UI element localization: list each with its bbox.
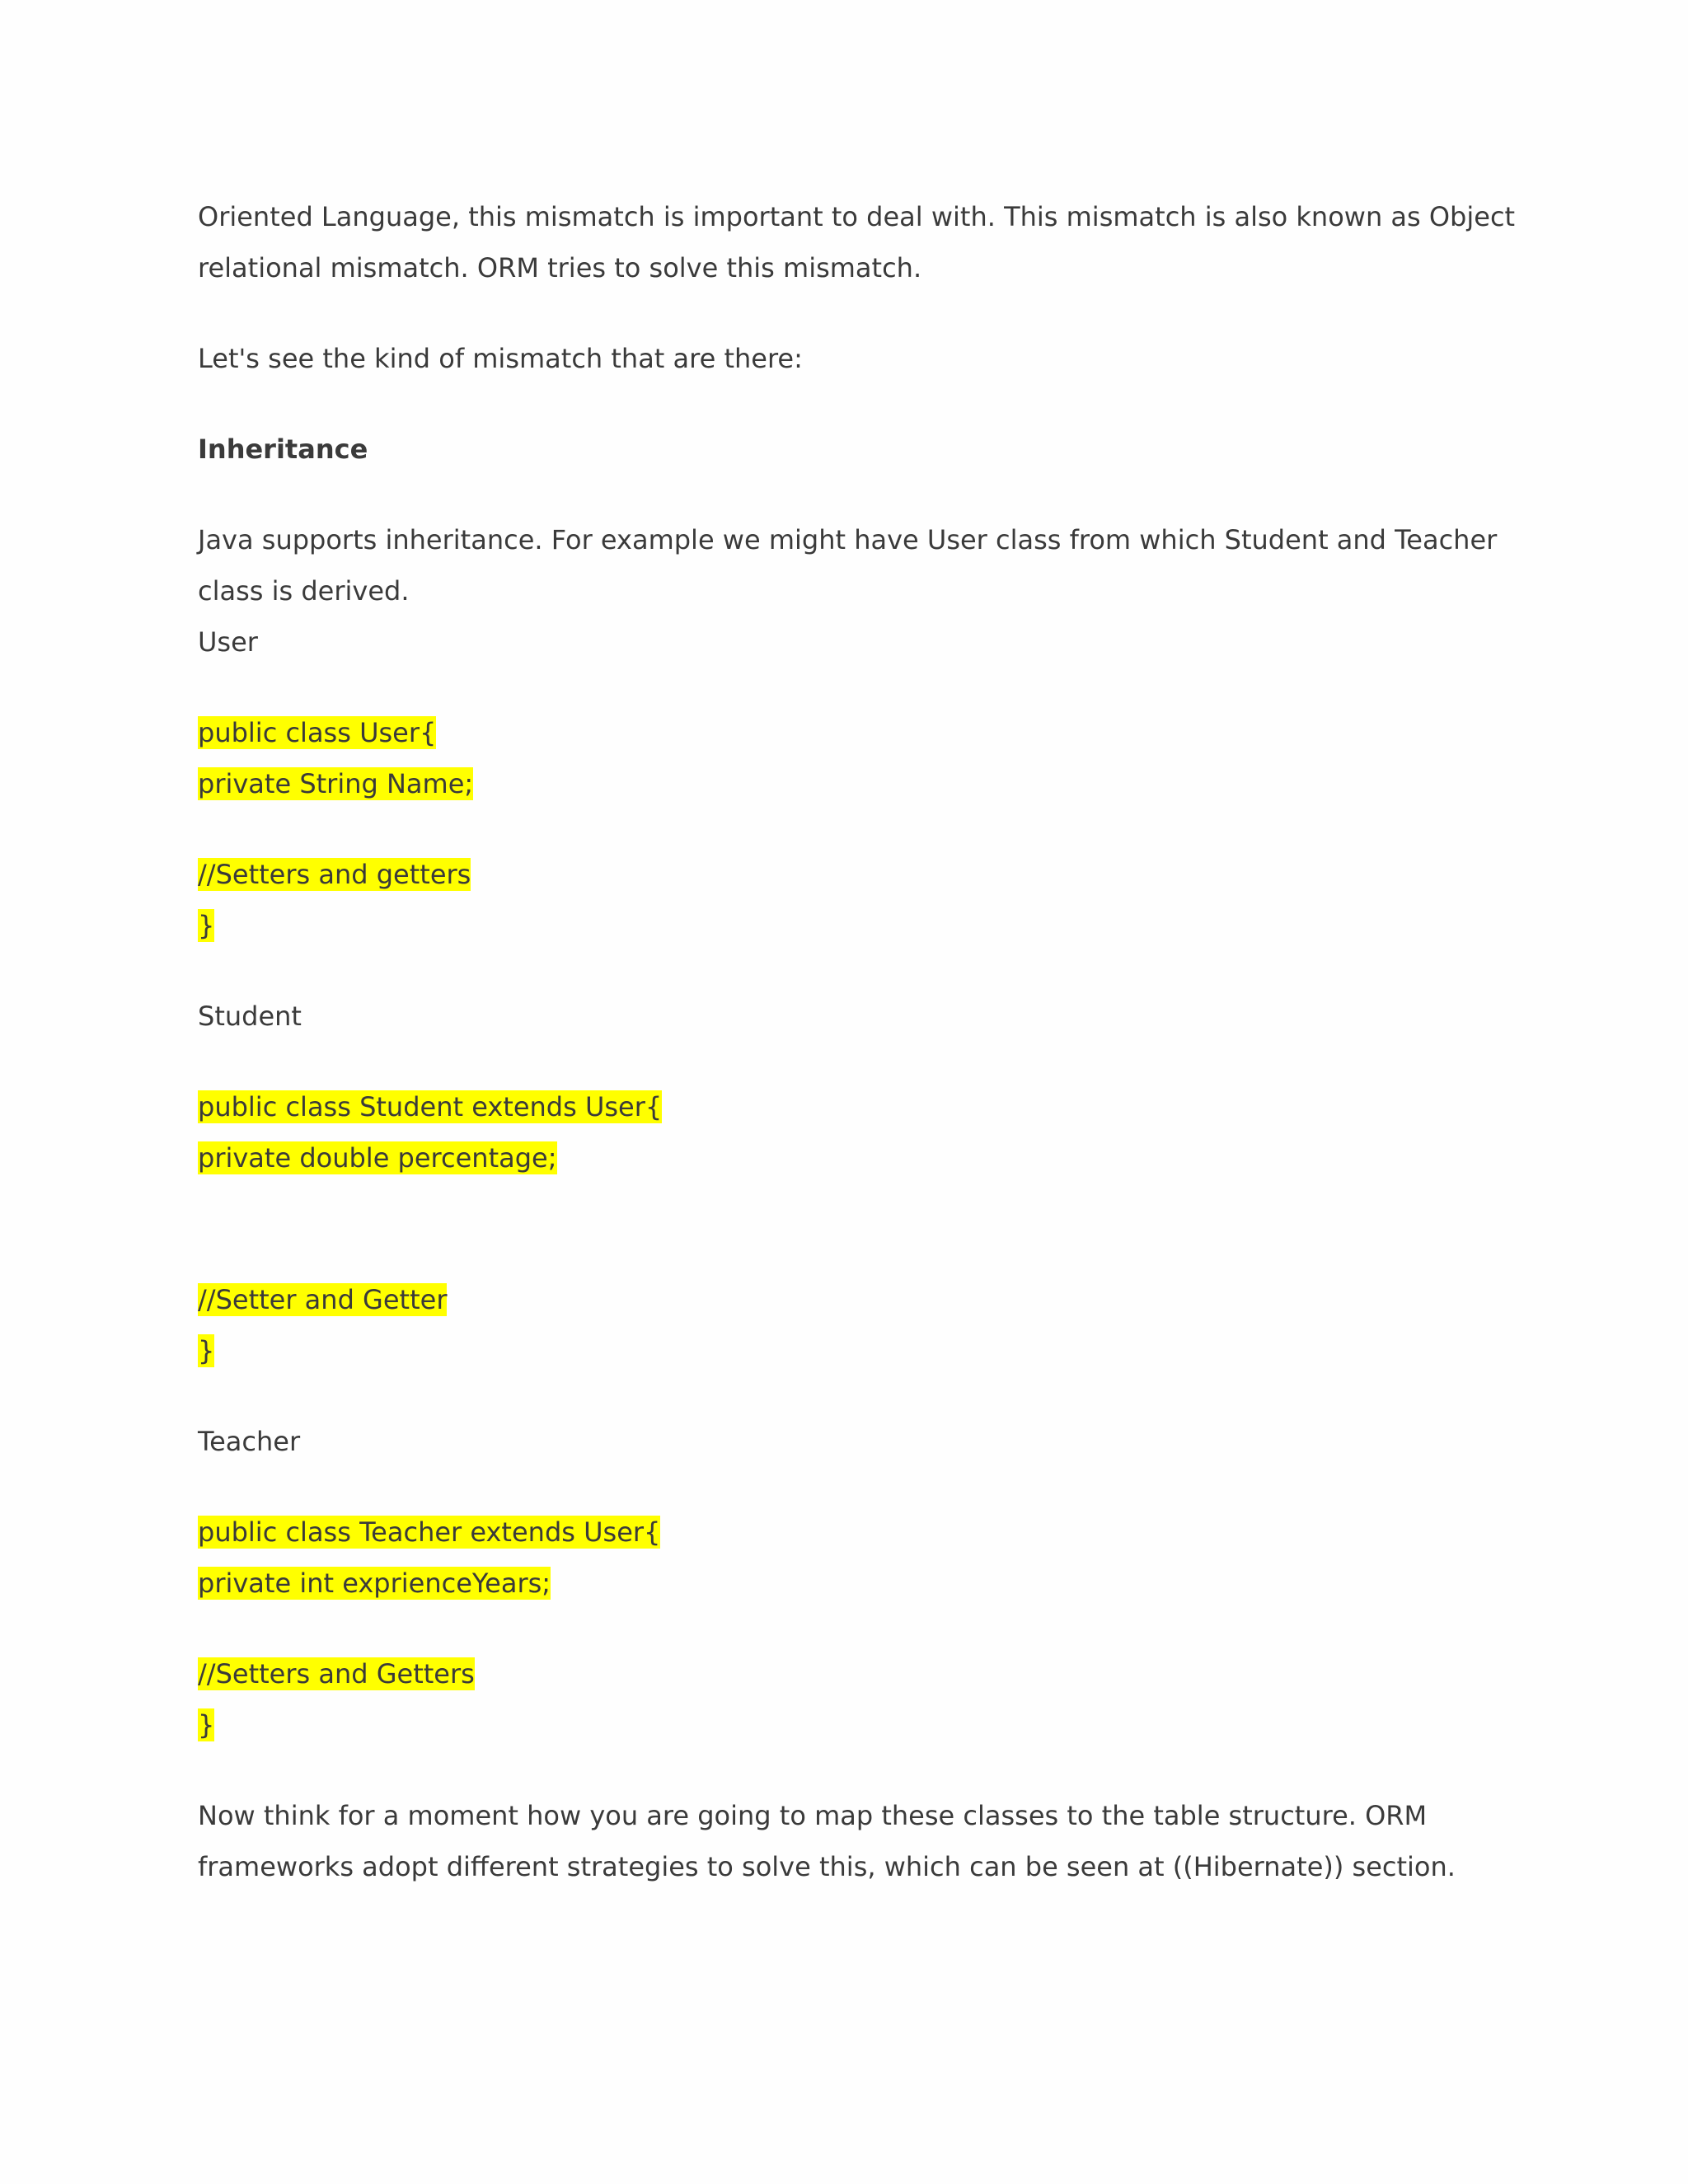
intro-line-2: relational mismatch. ORM tries to solve this mismatch. — [198, 252, 922, 284]
user-code-line-4: } — [198, 910, 215, 941]
desc-line-2: class is derived. — [198, 575, 410, 607]
section-heading: Inheritance — [198, 434, 368, 465]
student-label: Student — [198, 1001, 302, 1032]
desc-line-1: Java supports inheritance. For example we might have User class from which Student and Teacher — [198, 524, 1498, 555]
teacher-label: Teacher — [198, 1426, 301, 1457]
student-code-line-2: private double percentage; — [198, 1142, 557, 1174]
student-code-line-3: //Setter and Getter — [198, 1284, 448, 1315]
lead-text: Let's see the kind of mismatch that are there: — [198, 343, 803, 374]
user-code-line-3: //Setters and getters — [198, 859, 471, 890]
teacher-code-line-1: public class Teacher extends User{ — [198, 1516, 661, 1548]
teacher-code-line-4: } — [198, 1709, 215, 1741]
user-code-line-1: public class User{ — [198, 717, 437, 748]
user-label: User — [198, 626, 258, 658]
student-code-line-1: public class Student extends User{ — [198, 1091, 663, 1122]
intro-line-1: Oriented Language, this mismatch is important to deal with. This mismatch is also known as Object — [198, 201, 1516, 232]
outro-line-1: Now think for a moment how you are going to map these classes to the table structure. ORM — [198, 1800, 1428, 1831]
document-page — [198, 191, 1517, 1892]
teacher-code-line-2: private int exprienceYears; — [198, 1568, 551, 1599]
user-code-line-2: private String Name; — [198, 768, 474, 799]
teacher-code-line-3: //Setters and Getters — [198, 1658, 475, 1690]
outro-line-2: frameworks adopt different strategies to solve this, which can be seen at ((Hibernate)) section. — [198, 1851, 1456, 1882]
student-code-line-4: } — [198, 1335, 215, 1366]
